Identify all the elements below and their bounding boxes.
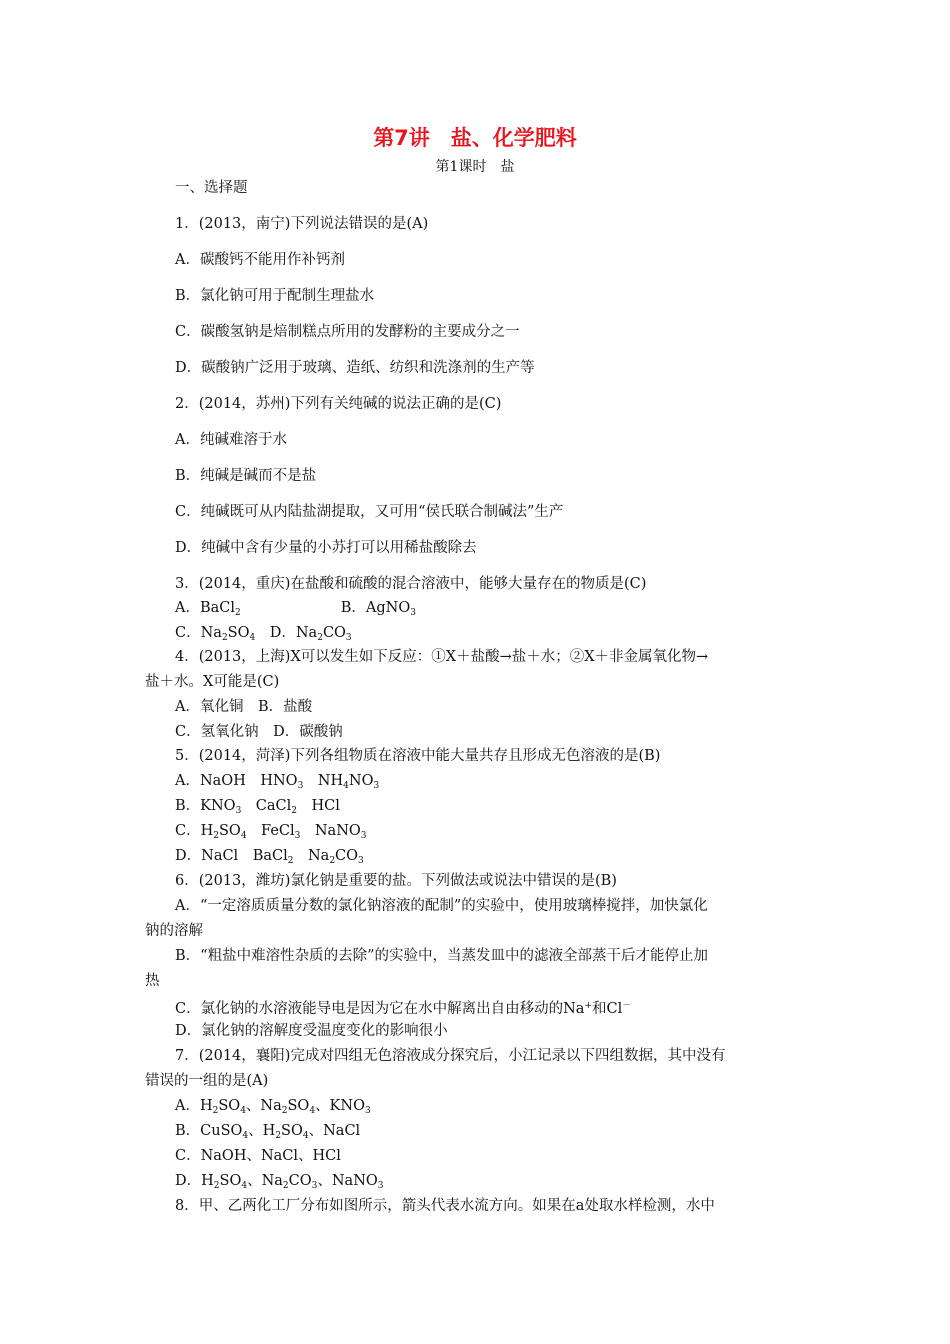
- lesson-subtitle: 第1课时 盐: [435, 159, 515, 175]
- q7-option-d: D．$H_2SO_4$、$Na_2CO_3$、NaNO$_3$: [175, 1173, 384, 1191]
- q5-option-d: D．NaCl BaCl$_2$ $Na_2CO_3$: [175, 848, 364, 866]
- q5-option-a: A．NaOH $HNO_3$ $NH_4NO_3$: [175, 773, 380, 791]
- q8-stem-line1: 8．甲、乙两化工厂分布如图所示，箭头代表水流方向。如果在a处取水样检测，水中: [175, 1198, 715, 1214]
- q7-option-a: A．$H_2SO_4$、$Na_2SO_4$、$KNO_3$: [175, 1098, 371, 1116]
- q4-options-cd: C．氢氧化钠 D．碳酸钠: [175, 724, 343, 740]
- q6-option-a-line1: A．“一定溶质质量分数的氯化钠溶液的配制”的实验中，使用玻璃棒搅拌，加快氯化: [175, 898, 708, 914]
- q2-stem: 2．(2014，苏州)下列有关纯碱的说法正确的是(C): [175, 396, 502, 412]
- q3-option-b: B．AgNO$_3$: [340, 600, 416, 618]
- q1-option-c: C．碳酸氢钠是焙制糕点所用的发酵粉的主要成分之一: [175, 324, 520, 340]
- q3-option-a: A．BaCl$_2$: [175, 600, 241, 618]
- q6-stem: 6．(2013，潍坊)氯化钠是重要的盐。下列做法或说法中错误的是(B): [175, 873, 617, 889]
- q6-option-b-line1: B．“粗盐中难溶性杂质的去除”的实验中，当蒸发皿中的滤液全部蒸干后才能停止加: [175, 948, 708, 964]
- q1-option-d: D．碳酸钠广泛用于玻璃、造纸、纺织和洗涤剂的生产等: [175, 360, 535, 376]
- section-heading: 一、选择题: [175, 180, 248, 196]
- q4-stem-line1: 4．(2013，上海)X可以发生如下反应：①X＋盐酸→盐＋水；②X＋非金属氧化物→: [175, 649, 709, 665]
- q7-option-b: B．CuSO$_4$、$H_2SO_4$、NaCl: [175, 1123, 361, 1141]
- q3-option-d: D．$Na_2CO_3$: [255, 625, 352, 643]
- q1-option-b: B．氯化钠可用于配制生理盐水: [175, 288, 375, 304]
- q3-options-cd: [175, 623, 352, 648]
- q7-stem-line2: 错误的一组的是(A): [145, 1073, 269, 1089]
- q1-stem: 1．(2013，南宁)下列说法错误的是(A): [175, 216, 429, 232]
- lesson-title: 第7讲 盐、化学肥料: [373, 126, 577, 150]
- q3-stem: 3．(2014，重庆)在盐酸和硫酸的混合溶液中，能够大量存在的物质是(C): [175, 576, 647, 592]
- q6-option-a-line2: 钠的溶解: [145, 923, 203, 939]
- q5-option-b: B．$KNO_3$ CaCl$_2$ HCl: [175, 798, 340, 816]
- q7-stem-line1: 7．(2014，襄阳)完成对四组无色溶液成分探究后，小江记录以下四组数据，其中没有: [175, 1048, 726, 1064]
- q1-option-a: A．碳酸钙不能用作补钙剂: [175, 252, 345, 268]
- q3-option-c: C．$Na_2SO_4$: [175, 625, 256, 643]
- q2-option-b: B．纯碱是碱而不是盐: [175, 468, 317, 484]
- q2-option-a: A．纯碱难溶于水: [175, 432, 287, 448]
- q6-option-c: C．氯化钠的水溶液能导电是因为它在水中解离出自由移动的Na+和Cl－: [175, 1001, 632, 1017]
- q5-option-c: C．$H_2SO_4$ FeCl$_3$ NaNO$_3$: [175, 823, 367, 841]
- q6-option-b-line2: 热: [145, 973, 160, 989]
- q7-option-c: C．NaOH、NaCl、HCl: [175, 1148, 341, 1164]
- q5-stem: 5．(2014，菏泽)下列各组物质在溶液中能大量共存且形成无色溶液的是(B): [175, 748, 661, 764]
- q4-stem-line2: 盐＋水。X可能是(C): [145, 674, 280, 690]
- q3-options-ab: [175, 598, 416, 623]
- q2-option-c: C．纯碱既可从内陆盐湖提取，又可用“侯氏联合制碱法”生产: [175, 504, 564, 520]
- q6-option-d: D．氯化钠的溶解度受温度变化的影响很小: [175, 1023, 448, 1039]
- q4-options-ab: A．氧化铜 B．盐酸: [175, 699, 313, 715]
- q2-option-d: D．纯碱中含有少量的小苏打可以用稀盐酸除去: [175, 540, 477, 556]
